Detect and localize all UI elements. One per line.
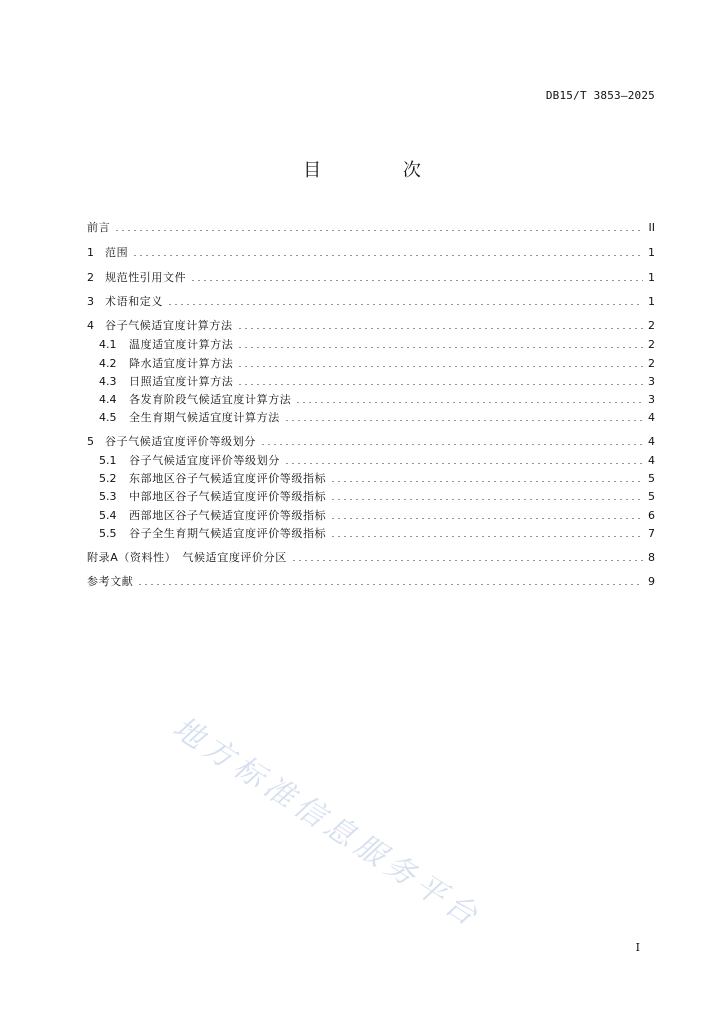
toc-entry-label: 范围 — [105, 246, 129, 259]
dot-leader — [190, 280, 643, 281]
toc-entry[interactable] — [87, 488, 655, 504]
toc-entry-page: 1 — [648, 245, 655, 259]
toc-entry-page: 3 — [648, 374, 655, 388]
toc-entry-number: 5.3 — [99, 489, 117, 503]
toc-entry[interactable] — [87, 573, 655, 589]
dot-leader — [237, 347, 643, 348]
toc-entry-number: 2 — [87, 270, 94, 284]
toc-entry-label: 谷子全生育期气候适宜度评价等级指标 — [129, 527, 327, 540]
watermark: 地方标准信息服务平台 — [166, 710, 488, 936]
toc-entry-label: 日照适宜度计算方法 — [129, 375, 234, 388]
toc-entry[interactable] — [87, 373, 655, 389]
toc-entry-label: 术语和定义 — [105, 295, 163, 308]
toc-entry-number: 4.3 — [99, 374, 117, 388]
footer-page-number: I — [635, 941, 640, 954]
toc-entry-label: 谷子气候适宜度评价等级划分 — [105, 435, 256, 448]
toc-entry-label: 谷子气候适宜度评价等级划分 — [129, 454, 280, 467]
toc-entry-page: 2 — [648, 337, 655, 351]
toc-entry-number: 1 — [87, 245, 94, 259]
toc-entry[interactable] — [87, 244, 655, 260]
dot-leader — [284, 463, 643, 464]
toc-entry-number: 5.2 — [99, 471, 117, 485]
toc-entry[interactable] — [87, 336, 655, 352]
toc-entry-label: 东部地区谷子气候适宜度评价等级指标 — [129, 472, 327, 485]
dot-leader — [137, 584, 643, 585]
toc-entry-number: 5.5 — [99, 526, 117, 540]
toc-entry-label: 各发育阶段气候适宜度计算方法 — [129, 393, 292, 406]
toc-entry-page: 7 — [648, 526, 655, 540]
toc-entry[interactable] — [87, 293, 655, 309]
toc-entry-page: 2 — [648, 318, 655, 332]
toc-entry-page: 4 — [648, 434, 655, 448]
dot-leader — [237, 384, 643, 385]
toc-entry-number: 4 — [87, 318, 94, 332]
toc-entry[interactable] — [87, 470, 655, 486]
toc-entry[interactable] — [87, 549, 655, 565]
toc-entry-label: 参考文献 — [87, 575, 134, 588]
dot-leader — [295, 402, 643, 403]
toc-entry-page: 2 — [648, 356, 655, 370]
toc-entry-label: 温度适宜度计算方法 — [129, 338, 234, 351]
toc-entry-label: 谷子气候适宜度计算方法 — [105, 319, 233, 332]
toc-entry-page: 1 — [648, 294, 655, 308]
dot-leader — [330, 499, 643, 500]
toc-entry-label: 全生育期气候适宜度计算方法 — [129, 411, 280, 424]
toc-entry-number: 3 — [87, 294, 94, 308]
toc-entry-number: 5.4 — [99, 508, 117, 522]
toc-entry[interactable] — [87, 391, 655, 407]
toc-entry[interactable] — [87, 317, 655, 333]
dot-leader — [330, 518, 643, 519]
dot-leader — [132, 255, 643, 256]
toc-entry-number: 4.2 — [99, 356, 117, 370]
toc-entry-number: 4.1 — [99, 337, 117, 351]
toc-entry[interactable] — [87, 507, 655, 523]
toc-entry-label: 附录A（资料性） 气候适宜度评价分区 — [87, 551, 287, 564]
toc-entry-label: 中部地区谷子气候适宜度评价等级指标 — [129, 490, 327, 503]
toc-entry[interactable] — [87, 433, 655, 449]
dot-leader — [330, 536, 643, 537]
dot-leader — [114, 230, 643, 231]
toc-entry[interactable] — [87, 525, 655, 541]
dot-leader — [284, 420, 643, 421]
toc-entry-number: 4.5 — [99, 410, 117, 424]
toc-entry-label: 规范性引用文件 — [105, 271, 187, 284]
toc-entry-label: 西部地区谷子气候适宜度评价等级指标 — [129, 509, 327, 522]
toc-entry[interactable] — [87, 452, 655, 468]
toc-entry-page: 9 — [648, 574, 655, 588]
toc-entry-page: 5 — [648, 489, 655, 503]
toc-entry-page: 5 — [648, 471, 655, 485]
dot-leader — [291, 560, 643, 561]
toc-entry-page: II — [648, 220, 655, 234]
toc-entry-page: 4 — [648, 453, 655, 467]
toc-entry-label: 前言 — [87, 221, 111, 234]
toc-entry[interactable] — [87, 219, 655, 235]
toc-entry[interactable] — [87, 269, 655, 285]
dot-leader — [167, 304, 643, 305]
dot-leader — [330, 481, 643, 482]
page-title: 目 次 — [303, 160, 459, 181]
toc-entry-page: 4 — [648, 410, 655, 424]
toc-entry-label: 降水适宜度计算方法 — [129, 357, 234, 370]
toc-entry-page: 6 — [648, 508, 655, 522]
dot-leader — [237, 328, 643, 329]
toc-entry-page: 1 — [648, 270, 655, 284]
dot-leader — [237, 366, 643, 367]
toc-entry-number: 5.1 — [99, 453, 117, 467]
toc-entry-page: 8 — [648, 550, 655, 564]
toc-entry[interactable] — [87, 355, 655, 371]
dot-leader — [260, 444, 643, 445]
toc-entry[interactable] — [87, 409, 655, 425]
document-code: DB15/T 3853—2025 — [545, 89, 655, 102]
toc-entry-number: 5 — [87, 434, 94, 448]
toc-entry-number: 4.4 — [99, 392, 117, 406]
toc-entry-page: 3 — [648, 392, 655, 406]
